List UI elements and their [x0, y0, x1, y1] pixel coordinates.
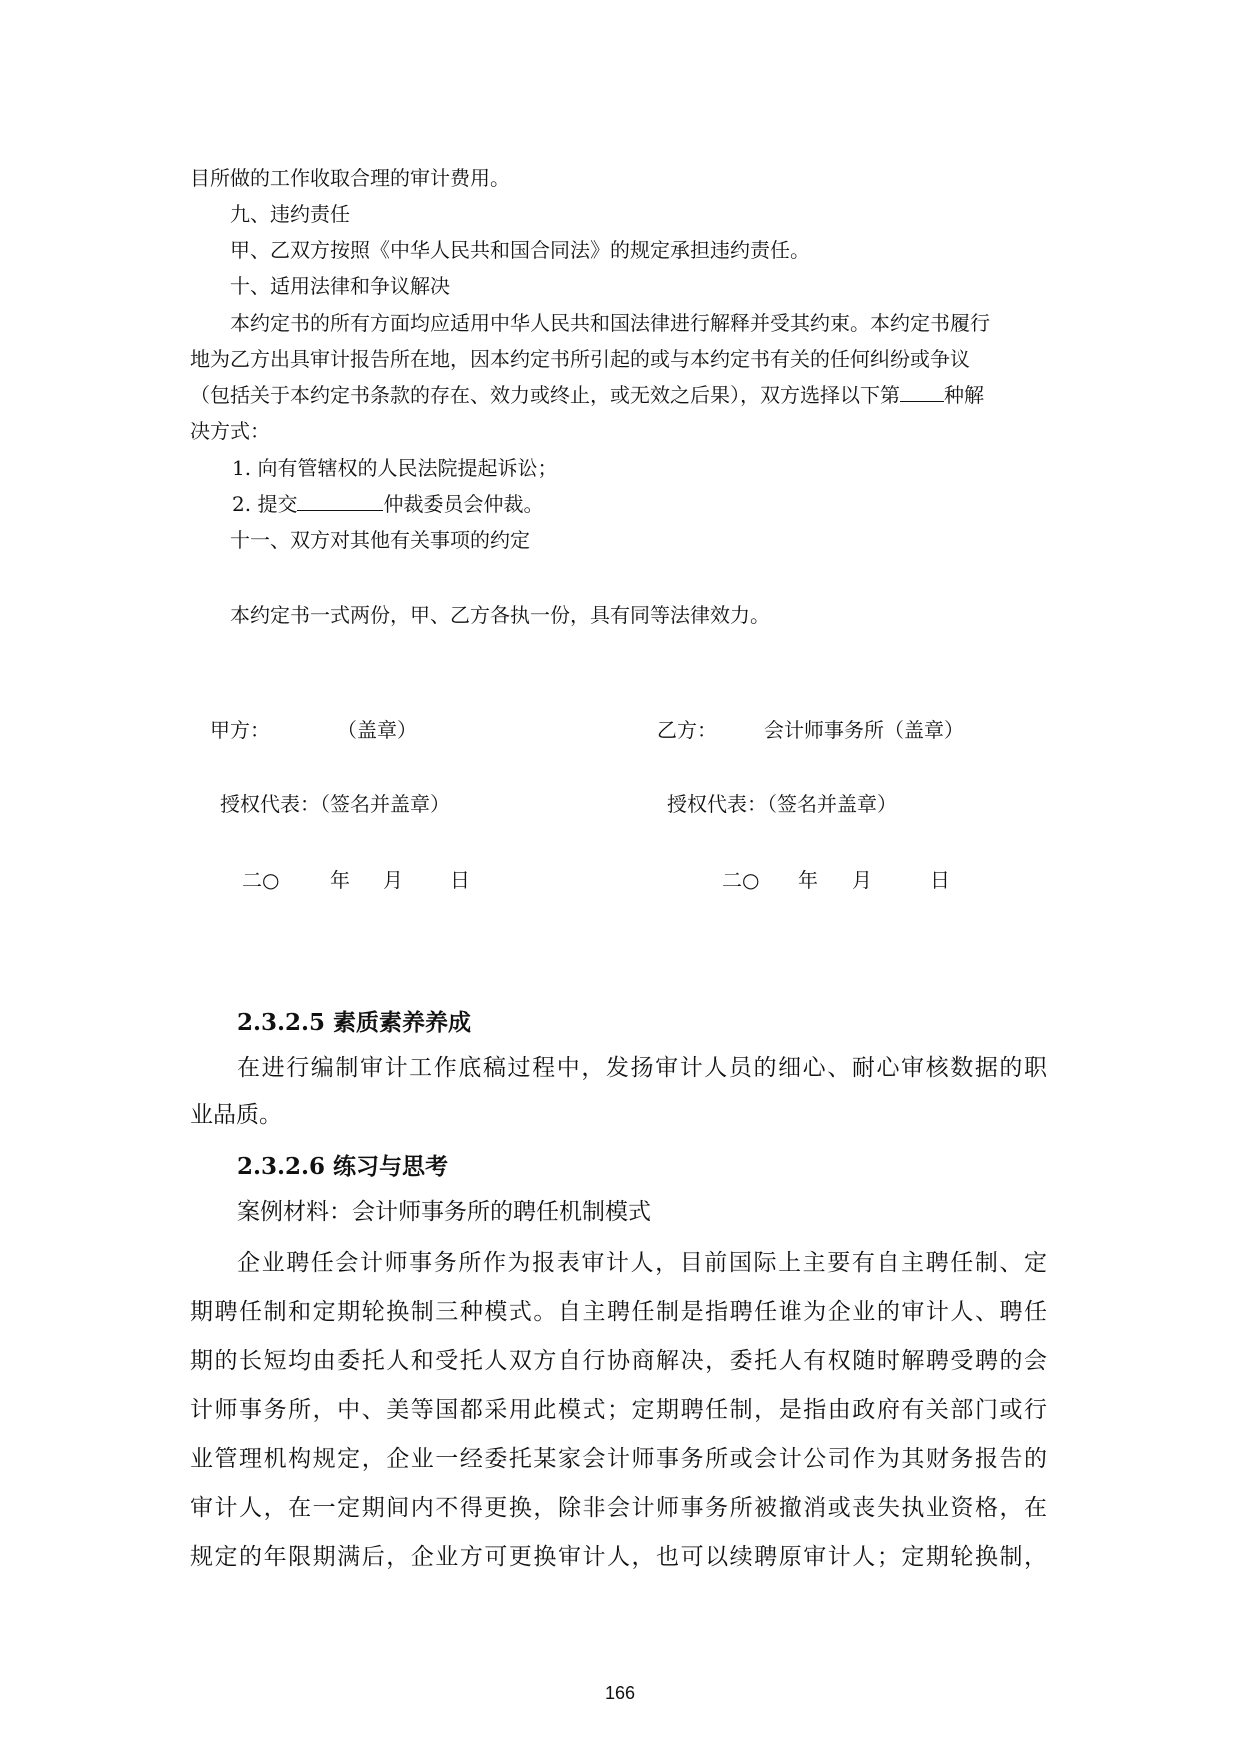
case-para-line-3-wrap: [190, 1342, 1047, 1375]
case-para-line-6-wrap: [190, 1489, 1047, 1522]
party-a-label: 甲方：: [210, 718, 270, 742]
section-11-title: 十一、双方对其他有关事项的约定: [230, 528, 530, 552]
copies-clause: 本约定书一式两份，甲、乙方各执一份，具有同等法律效力。: [230, 603, 770, 627]
continuation-line: 目所做的工作收取合理的审计费用。: [190, 166, 510, 190]
date-a-month: 月: [383, 868, 403, 892]
date-b-year: 年: [798, 868, 818, 892]
case-para-line-5-wrap: [190, 1440, 1047, 1473]
case-title: 案例材料：会计师事务所的聘任机制模式: [237, 1199, 651, 1225]
option-2-text: 2. 提交: [232, 492, 298, 516]
rep-b: 授权代表：（签名并盖章）: [667, 792, 897, 816]
date-a-year: 年: [330, 868, 350, 892]
party-a-seal: （盖章）: [337, 718, 417, 742]
section-2325-line-2: 业品质。: [190, 1102, 282, 1128]
choice-blank: [900, 381, 944, 402]
rep-a: 授权代表：（签名并盖章）: [220, 792, 450, 816]
section-10-line-3-end: 种解: [944, 383, 984, 407]
section-10-line-3: [190, 379, 984, 408]
party-b-seal: 会计师事务所（盖章）: [764, 718, 964, 742]
section-9-body: 甲、乙双方按照《中华人民共和国合同法》的规定承担违约责任。: [230, 238, 810, 262]
section-10-line-2: 地为乙方出具审计报告所在地，因本约定书所引起的或与本约定书有关的任何纠纷或争议: [190, 347, 970, 371]
date-b-prefix: 二○: [722, 868, 760, 892]
page-number: 166: [604, 1683, 636, 1703]
case-para-line-4-wrap: [190, 1391, 1047, 1424]
case-para-line-4: 计师事务所，中、美等国都采用此模式；定期聘任制，是指由政府有关部门或行: [190, 1397, 1047, 1423]
case-para-line-2-wrap: [190, 1293, 1047, 1326]
case-para-line-7-wrap: [190, 1538, 1047, 1571]
option-2-end: 仲裁委员会仲裁。: [383, 492, 544, 516]
section-9-title: 九、违约责任: [230, 202, 350, 226]
case-para-line-7: 规定的年限期满后，企业方可更换审计人，也可以续聘原审计人；定期轮换制，: [190, 1544, 1047, 1570]
arbitration-blank: [297, 490, 383, 511]
date-b-day: 日: [930, 868, 950, 892]
case-para-line-6: 审计人，在一定期间内不得更换，除非会计师事务所被撤消或丧失执业资格，在: [190, 1495, 1047, 1521]
option-2: [232, 488, 543, 517]
date-a-day: 日: [450, 868, 470, 892]
date-b-month: 月: [852, 868, 872, 892]
case-para-line-3: 期的长短均由委托人和受托人双方自行协商解决，委托人有权随时解聘受聘的会: [190, 1348, 1047, 1374]
date-a-prefix: 二○: [242, 868, 280, 892]
heading-2325: 2.3.2.5 素质素养养成: [237, 1009, 472, 1036]
section-10-title: 十、适用法律和争议解决: [230, 274, 450, 298]
section-2325-line-1-wrap: [237, 1049, 1047, 1082]
section-2325-line-1: 在进行编制审计工作底稿过程中，发扬审计人员的细心、耐心审核数据的职: [237, 1055, 1047, 1081]
case-para-line-1: 企业聘任会计师事务所作为报表审计人，目前国际上主要有自主聘任制、定: [237, 1250, 1047, 1276]
case-para-line-2: 期聘任制和定期轮换制三种模式。自主聘任制是指聘任谁为企业的审计人、聘任: [190, 1299, 1047, 1325]
option-1: 1. 向有管辖权的人民法院提起诉讼；: [232, 456, 558, 480]
section-10-line-3-text: （包括关于本约定书条款的存在、效力或终止，或无效之后果），双方选择以下第: [190, 383, 900, 407]
case-para-line-1-wrap: [237, 1244, 1047, 1277]
section-10-line-4: 决方式：: [190, 419, 270, 443]
section-10-line-1: 本约定书的所有方面均应适用中华人民共和国法律进行解释并受其约束。本约定书履行: [230, 311, 990, 335]
heading-2326: 2.3.2.6 练习与思考: [237, 1153, 449, 1180]
party-b-label: 乙方：: [657, 718, 717, 742]
case-para-line-5: 业管理机构规定，企业一经委托某家会计师事务所或会计公司作为其财务报告的: [190, 1446, 1047, 1472]
